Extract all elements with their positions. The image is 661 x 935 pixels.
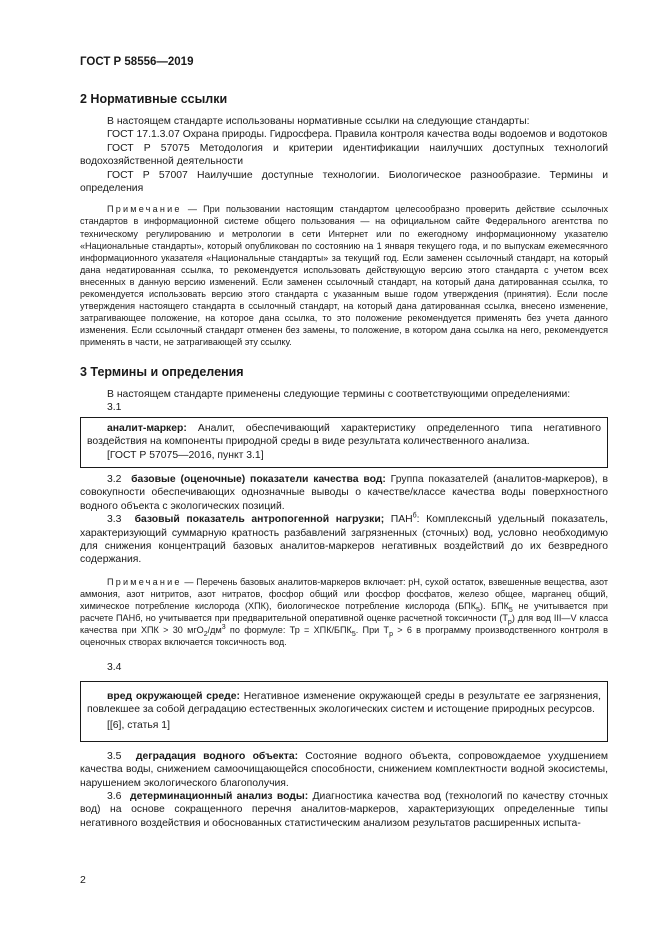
term-3-1-box	[80, 417, 608, 468]
term-3-5: 3.5 деградация водного объекта: Состояние водного объекта, сопровождаемое ухудшением качества воды, снижением самоочищающейся способности, снижением комплектности водной экосистемы, нарушением экологического благополучия.	[80, 750, 609, 789]
reference-gost-r-57007: ГОСТ Р 57007 Наилучшие доступные технологии. Биологическое разнообразие. Термины и определения	[80, 169, 608, 195]
reference-gost-r-57075: ГОСТ Р 57075 Методология и критерии идентификации наилучших доступных технологий водохозяйственной деятельности	[80, 142, 608, 168]
section-2-intro: В настоящем стандарте использованы нормативные ссылки на следующие стандарты:	[107, 116, 530, 127]
term-3-3: 3.3 базовый показатель антропогенной нагрузки; $ПАН^б$: Комплексный удельный показатель, характеризующий суммарную кратность разбавлений загрязненных (сточных) вод, условно необходимую для снижения концентраций базовых аналитов-маркеров негативных воздействий до их безвредного содержания.	[80, 512, 608, 566]
term-3-4-number: 3.4	[107, 662, 122, 674]
term-3-1-definition: аналит-маркер: Аналит, обеспечивающий характеристику определенного типа негативного воздействия на компоненты природной среды в виде результата количественного анализа.	[87, 422, 601, 448]
term-3-5-term: деградация водного объекта:	[135, 750, 299, 762]
document-header-code: ГОСТ Р 58556—2019	[80, 56, 194, 68]
term-3-1-source: [ГОСТ Р 57075—2016, пункт 3.1]	[107, 449, 264, 461]
note-label: Примечание	[107, 204, 182, 215]
term-3-2-term: базовые (оценочные) показатели качества вод:	[131, 474, 386, 486]
section-2-note	[80, 203, 608, 348]
term-3-4-term: вред окружающей среде:	[107, 690, 241, 702]
section-3-title: 3 Термины и определения	[80, 365, 244, 379]
term-3-6: 3.6 детерминационный анализ воды: Диагностика качества вод (технологий по качеству сточных вод) на основе сокращенного перечня аналитов-маркеров, характеризующих определенные типы негативного воздействия и обоснованных статистическим анализом результатов расширенных испыта-	[80, 791, 608, 829]
term-3-1-term: аналит-маркер:	[107, 422, 187, 434]
term-3-2: 3.2 базовые (оценочные) показатели качества вод: Группа показателей (аналитов-маркеров), в совокупности обеспечивающих однозначные выводы о качестве/классе качества воды поверхностного водного объекта с экологических позиций.	[80, 474, 608, 512]
term-3-6-term: детерминационный анализ воды:	[129, 791, 309, 802]
reference-gost-17-1-3-07: ГОСТ 17.1.3.07 Охрана природы. Гидросфера. Правила контроля качества воды водоемов и водотоков	[107, 129, 608, 141]
term-3-4-definition: вред окружающей среде: Негативное изменение окружающей среды в результате ее загрязнения, повлекшее за собой деградацию естественных экологических систем и истощение природных ресурсов.	[87, 690, 601, 715]
term-3-4-source: [[6], статья 1]	[107, 720, 170, 732]
page-content	[80, 92, 608, 830]
term-3-3-note: Примечание — Перечень базовых аналитов-маркеров включает: pH, сухой остаток, взвешенные вещества, азот аммония, азот нитритов, азот нитратов, фосфор общий или фосфор фосфатов, железо общее, марганец общий, химическое потребление кислорода (ХПК), биологическое потребление кислорода $(БПК_5)$. $БПК_5$ не учитывается при расчете ПАНб, но учитывается при предварительной оперативной оценке расчетной токсичности $(Т_р)$ для вод III—V класса качества при ХПК > 30 $мгО_2/дм^3$ по формуле: Тр = ХПК/$БПК_5$. При $Т_р > 6$ в программу производственного контроля в оценочных створах включается токсичность вод.	[80, 576, 608, 648]
section-3-intro: В настоящем стандарте применены следующие термины с соответствующими определениями:	[107, 389, 571, 400]
note-text: — При пользовании настоящим стандартом целесообразно проверить действие ссылочных стандартов в информационной системе общего пользования — на официальном сайте Федерального агентства по техническому регулированию и метрологии в сети Интернет или по ежегодному информационному указателю «Национальные стандарты», который опубликован по состоянию на 1 января текущего года, и по выпускам ежемесячного информационного указателя «Национальные стандарты» за текущий год. Если заменен ссылочный стандарт, на который дана недатированная ссылка, то рекомендуется использовать действующую версию этого стандарта с учетом всех внесенных в данную версию изменений. Если заменен ссылочный стандарт, на который дана датированная ссылка, то рекомендуется использовать версию этого стандарта с указанным выше годом утверждения (принятия). Если после утверждения настоящего стандарта в ссылочный стандарт, на который дана датированная ссылка, внесено изменение, затрагивающее положение, на которое дана ссылка, то это положение рекомендуется применять без учета данного изменения. Если ссылочный стандарт отменен без замены, то положение, в котором дана ссылка на него, рекомендуется применять в части, не затрагивающей эту ссылку.	[80, 204, 608, 347]
term-3-3-term: базовый показатель антропогенной нагрузки;	[134, 514, 385, 526]
term-3-4-box	[80, 681, 608, 742]
term-3-1-number: 3.1	[107, 402, 122, 414]
section-2-title: 2 Нормативные ссылки	[80, 92, 228, 106]
page-number: 2	[80, 874, 86, 886]
